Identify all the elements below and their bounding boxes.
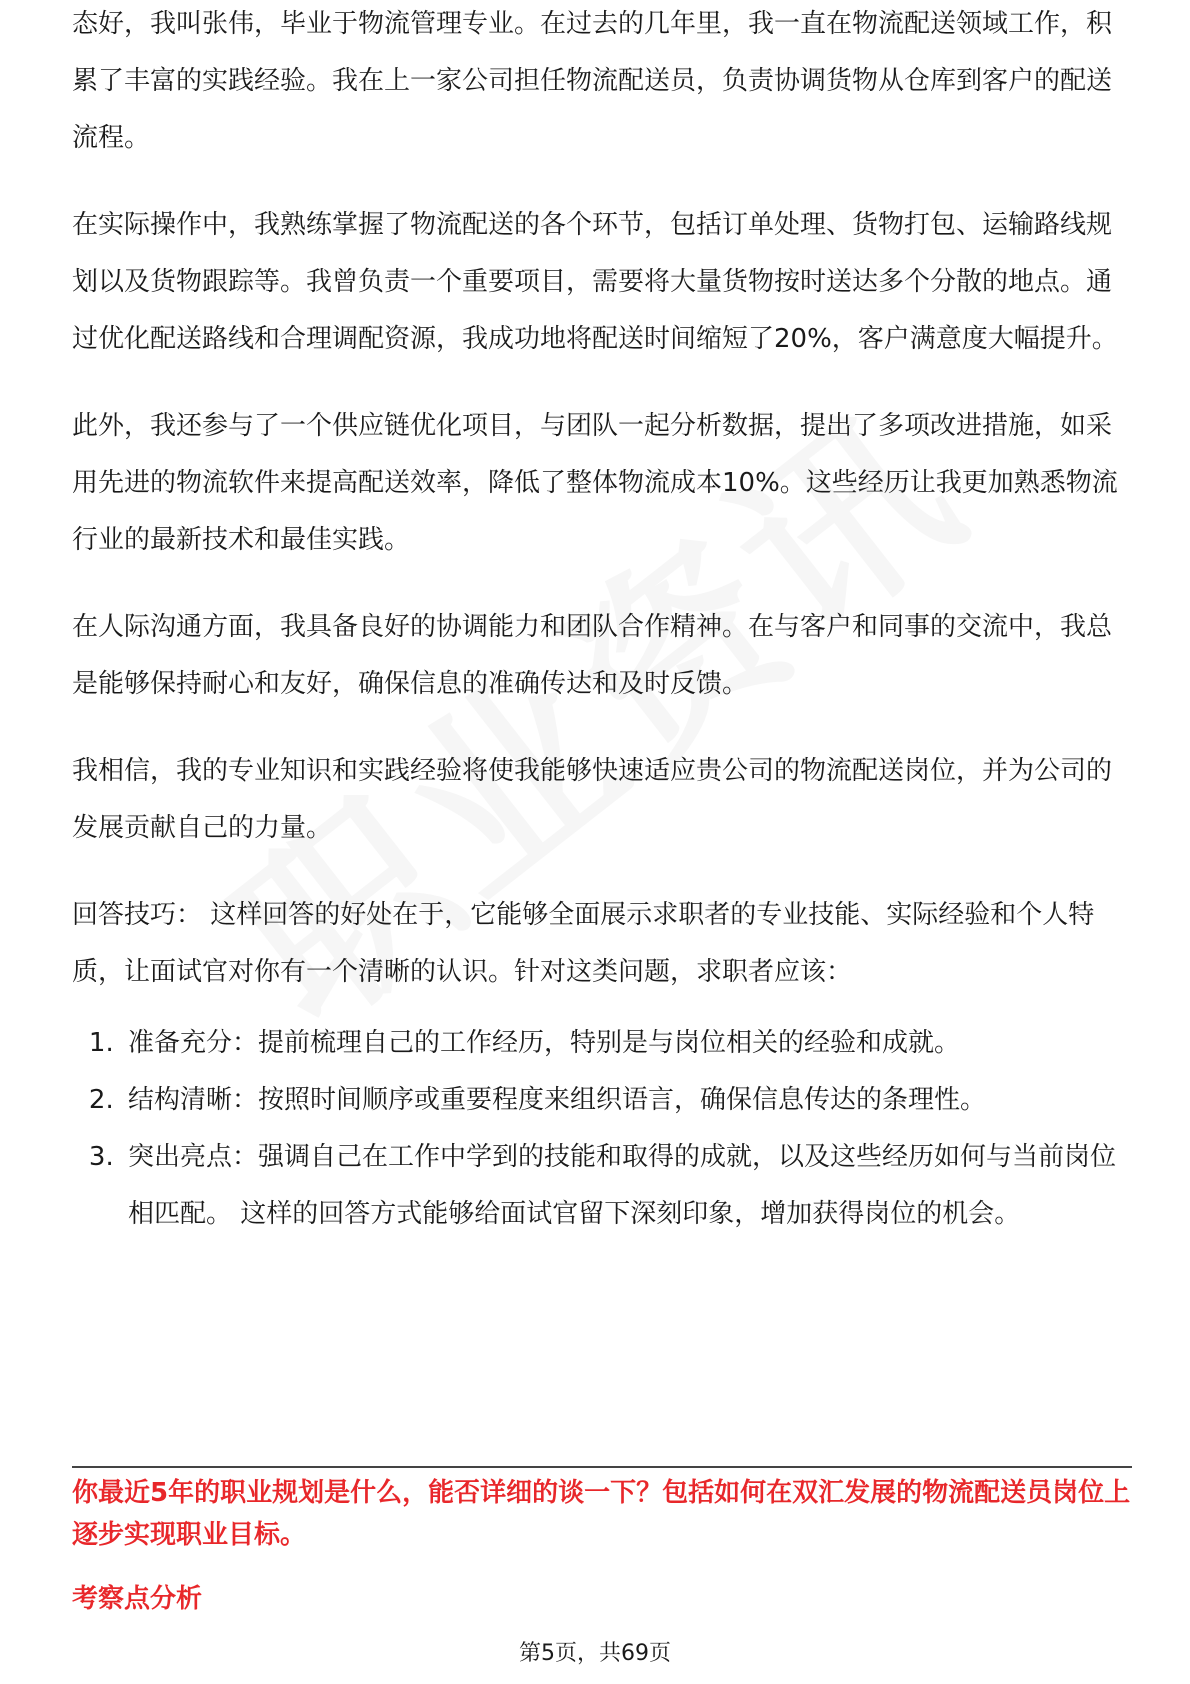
tips-list: [72, 1015, 1132, 1243]
list-item: 3. 突出亮点：强调自己在工作中学到的技能和取得的成就，以及这些经历如何与当前岗位相匹配。 这样的回答方式能够给面试官留下深刻印象，增加获得岗位的机会。: [122, 1129, 1132, 1243]
answer-paragraph: 我相信，我的专业知识和实践经验将使我能够快速适应贵公司的物流配送岗位，并为公司的发展贡献自己的力量。: [72, 756, 1113, 843]
section-divider: [72, 1466, 1132, 1468]
answer-body: [72, 9, 1132, 1243]
answer-paragraph: 在人际沟通方面，我具备良好的协调能力和团队合作精神。在与客户和同事的交流中，我总是能够保持耐心和友好，确保信息的准确传达和及时反馈。: [72, 612, 1113, 699]
answer-paragraph: 此外，我还参与了一个供应链优化项目，与团队一起分析数据，提出了多项改进措施，如采用先进的物流软件来提高配送效率，降低了整体物流成本10%。这些经历让我更加熟悉物流行业的最新技术和最佳实践。: [72, 411, 1118, 555]
answer-paragraph: 在实际操作中，我熟练掌握了物流配送的各个环节，包括订单处理、货物打包、运输路线规划以及货物跟踪等。我曾负责一个重要项目，需要将大量货物按时送达多个分散的地点。通过优化配送路线和合理调配资源，我成功地将配送时间缩短了20%，客户满意度大幅提升。: [72, 210, 1118, 354]
answer-paragraph: 态好，我叫张伟，毕业于物流管理专业。在过去的几年里，我一直在物流配送领域工作，积累了丰富的实践经验。我在上一家公司担任物流配送员，负责协调货物从仓库到客户的配送流程。: [72, 9, 1113, 153]
interview-question: 你最近5年的职业规划是什么，能否详细的谈一下？包括如何在双汇发展的物流配送员岗位上逐步实现职业目标。: [72, 1478, 1131, 1550]
section-heading: 考察点分析: [72, 1584, 203, 1614]
tips-intro: 回答技巧： 这样回答的好处在于，它能够全面展示求职者的专业技能、实际经验和个人特质，让面试官对你有一个清晰的认识。针对这类问题，求职者应该：: [72, 900, 1095, 987]
page-number: 第5页，共69页: [519, 1641, 671, 1666]
list-item: 2. 结构清晰：按照时间顺序或重要程度来组织语言，确保信息传达的条理性。: [122, 1072, 1132, 1129]
list-item: 1. 准备充分：提前梳理自己的工作经历，特别是与岗位相关的经验和成就。: [122, 1015, 1132, 1072]
